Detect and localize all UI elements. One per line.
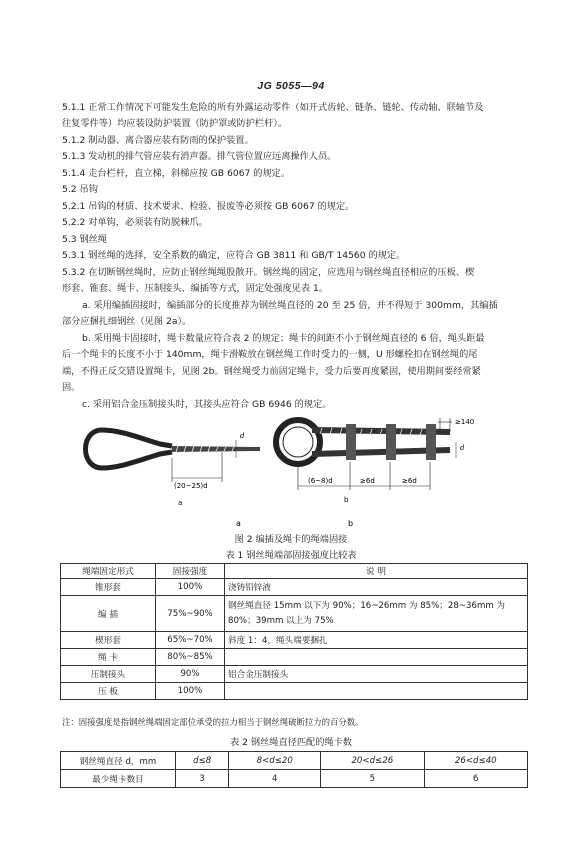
- table1-title: 表 1 钢丝绳端部固接强度比较表: [225, 550, 357, 561]
- table-cell: 楔形套: [61, 632, 156, 649]
- table-row: [61, 596, 528, 632]
- text-line: 部分应捆扎细钢丝（见图 2a）。: [62, 316, 192, 327]
- table-row: [61, 770, 528, 788]
- table1-header: 绳端固定形式: [61, 564, 156, 579]
- table-cell: 5: [321, 770, 424, 788]
- text-line: 5.2.1 吊钩的材质、技术要求、检验、报废等必须按 GB 6067 的规定。: [62, 201, 355, 212]
- table1-header: 说 明: [225, 564, 528, 579]
- text-line: b. 采用绳卡固接时，绳卡数量应符合表 2 的规定；绳卡的间距不小于钢丝绳直径的 6 倍，绳头距最: [82, 333, 485, 344]
- table-cell: 铝合金压制接头: [225, 666, 528, 683]
- table-cell: 钢丝绳直径 15mm 以下为 90%；16~26mm 为 85%；28~36mm 为 80%；39mm 以上为 75%: [225, 596, 528, 632]
- figure-b-clip-splice: [276, 418, 474, 504]
- diameter-label-b: d: [460, 444, 465, 452]
- text-line: 5.1.2 制动器、离合器应装有防雨的保护装置。: [62, 135, 254, 146]
- text-line: c. 采用铝合金压制接头时，其接头应符合 GB 6946 的规定。: [82, 399, 332, 410]
- table-cell: [225, 683, 528, 700]
- table-cell: 100%: [156, 683, 225, 700]
- table-cell: 65%~70%: [156, 632, 225, 649]
- dim-b3-label: ≥6d: [402, 477, 417, 485]
- document-header: JG 5055—94: [257, 80, 325, 92]
- table-cell: 斜度 1：4，绳头端要捆扎: [225, 632, 528, 649]
- table-cell: 80%~85%: [156, 649, 225, 666]
- table-cell: 3: [176, 770, 229, 788]
- text-line: 5.2.2 对单钩，必须装有防脱棘爪。: [62, 217, 208, 228]
- table-cell: 编 插: [61, 596, 156, 632]
- figure-caption: 图 2 编插及绳卡的绳端固接: [234, 534, 348, 545]
- figure-a-eye-splice: [86, 430, 261, 507]
- table-cell: 6: [424, 770, 527, 788]
- table-cell: 压 板: [61, 683, 156, 700]
- table-row: [61, 752, 528, 770]
- table-cell: 4: [229, 770, 321, 788]
- table-cell: 最少绳卡数目: [61, 770, 176, 788]
- table-cell: 100%: [156, 579, 225, 596]
- text-line: 5.3.2 在切断钢丝绳时，应防止钢丝绳绳股散开。钢丝绳的固定，应选用与钢丝绳直径相应的压板、楔: [62, 267, 475, 278]
- text-line: 5.1.4 走台栏杆，直立梯，斜梯应按 GB 6067 的规定。: [62, 168, 291, 179]
- figure-b-sublabel: b: [344, 496, 349, 504]
- dim-b1-label: (6~8)d: [308, 477, 333, 485]
- table-row: [61, 666, 528, 683]
- figure-label-a: a: [236, 519, 241, 528]
- table-row: [61, 649, 528, 666]
- table-cell: 20<d≤26: [321, 752, 424, 770]
- table-row: [61, 632, 528, 649]
- table-cell: 8<d≤20: [229, 752, 321, 770]
- table-row: [61, 579, 528, 596]
- table-cell: 锥形套: [61, 579, 156, 596]
- table-2: [60, 751, 528, 788]
- table-row: [61, 683, 528, 700]
- figure-a-sublabel: a: [178, 499, 183, 507]
- table-cell: 压制接头: [61, 666, 156, 683]
- text-line: 5.1.3 发动机的排气管应装有消声器。排气管位置应远离操作人员。: [62, 151, 337, 162]
- diameter-label-a: d: [240, 432, 245, 440]
- dim-b2-label: ≥6d: [360, 477, 375, 485]
- section-heading: 5.3 钢丝绳: [62, 234, 108, 245]
- text-line: 端，不得正反交错设置绳卡，见图 2b。钢丝绳受力前固定绳卡，受力后要再度紧固，使用期间要经常紧: [62, 366, 481, 377]
- dim-a-label: (20~25)d: [174, 482, 208, 490]
- text-line: a. 采用编插固接时，编插部分的长度推荐为钢丝绳直径的 20 至 25 倍，并不得短于 300mm，其编插: [82, 300, 498, 311]
- table1-note: 注：固接强度是指钢丝绳端固定部位承受的拉力相当于钢丝绳破断拉力的百分数。: [62, 717, 364, 727]
- text-line: 后一个绳卡的长度不小于 140mm，绳卡滑鞍放在钢丝绳工作时受力的一侧，U 形螺栓扣在钢丝绳的尾: [62, 349, 478, 360]
- dim-b-tail-label: ≥140: [455, 418, 475, 426]
- table-cell: 90%: [156, 666, 225, 683]
- text-line: 5.3.1 钢丝绳的选择，安全系数的确定，应符合 GB 3811 和 GB/T 14560 的规定。: [62, 250, 406, 261]
- text-line: 形套、锥套、绳卡、压制接头、编插等方式，固定处强度见表 1。: [62, 283, 329, 294]
- table-1: [60, 563, 528, 700]
- table-cell: [225, 649, 528, 666]
- section-heading: 5.2 吊钩: [62, 184, 98, 195]
- figure-label-b: b: [348, 519, 354, 528]
- table-cell: 26<d≤40: [424, 752, 527, 770]
- table-cell: 75%~90%: [156, 596, 225, 632]
- table-cell: 浇铸铅锌液: [225, 579, 528, 596]
- text-line: 5.1.1 正常工作情况下可能发生危险的所有外露运动零件（如开式齿轮、链条、链轮、传动轴、联轴节及: [62, 102, 484, 113]
- text-line: 固。: [62, 382, 81, 393]
- table-cell: 钢丝绳直径 d，mm: [61, 752, 176, 770]
- table2-title: 表 2 钢丝绳直径匹配的绳卡数: [230, 737, 352, 748]
- text-line: 往复零件等）均应装设防护装置（防护罩或防护栏杆）。: [62, 118, 288, 129]
- rope-end-figure: [60, 410, 530, 540]
- table-cell: 绳 卡: [61, 649, 156, 666]
- table-cell: d≤8: [176, 752, 229, 770]
- table1-header: 固接强度: [156, 564, 225, 579]
